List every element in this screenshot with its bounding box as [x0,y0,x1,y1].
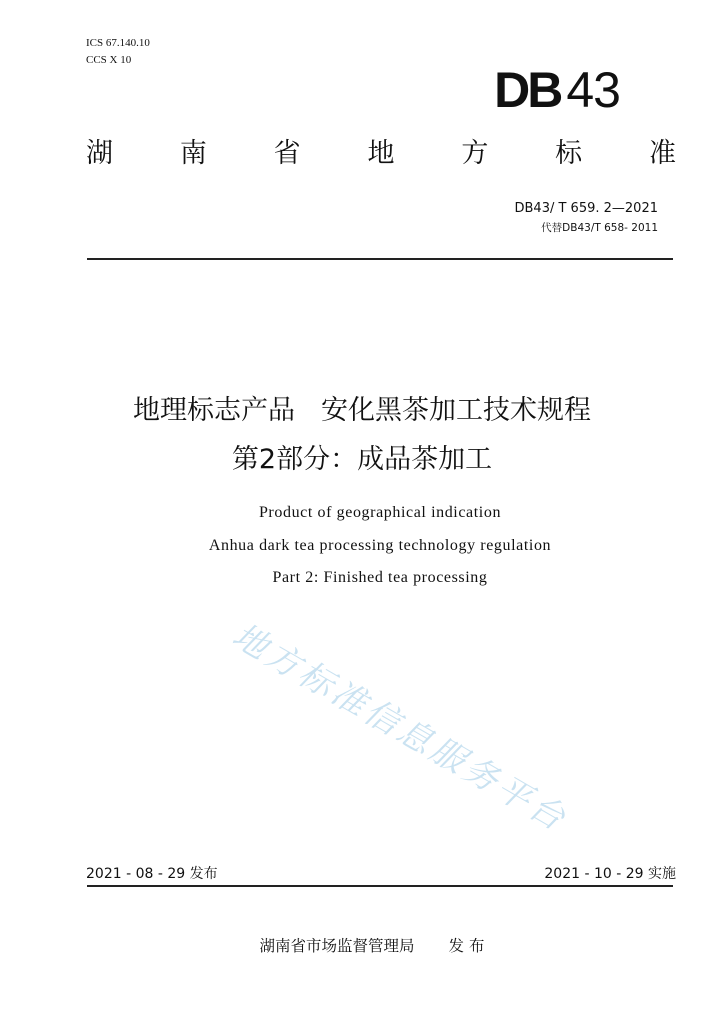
publish-action: 发 布 [448,937,485,955]
standard-type-char: 省 [273,138,301,169]
title-cn-part1: 地理标志产品 [133,395,295,426]
standard-type-heading [86,136,676,172]
standard-type-char: 准 [648,138,676,169]
title-cn-part2: 安化黑茶加工技术规程 [321,395,591,426]
title-cn-line2: 第2部分：成品茶加工 [231,444,493,475]
standard-type-char: 南 [179,138,207,169]
standard-code: DB43/ T 659. 2—2021 [514,201,658,216]
title-en-line1: Product of geographical indication [258,504,502,521]
implementation-date: 2021 - 10 - 29 实施 [544,866,676,882]
watermark: 地方标准信息服务平台 [225,615,575,841]
replaces-code: 代替DB43/T 658- 2011 [541,222,658,234]
issue-date: 2021 - 08 - 29 发布 [86,866,218,882]
standard-type-char: 地 [367,138,395,169]
db-logo-letters: DB [494,62,561,118]
db-logo [494,62,620,118]
top-divider [87,258,673,260]
classification-codes [86,35,150,69]
ccs-code: CCS X 10 [86,54,132,66]
standard-type-char: 标 [555,138,583,169]
title-en-line2: Anhua dark tea processing technology regulation [208,537,552,554]
title-en-line3: Part 2: Finished tea processing [272,569,488,586]
publisher-line [0,936,724,956]
ics-code: ICS 67.140.10 [86,37,150,49]
title-cn-line1 [0,392,724,430]
bottom-divider [87,885,673,887]
standard-type-char: 湖 [86,138,113,169]
standard-type-char: 方 [461,138,489,169]
publisher-name: 湖南省市场监督管理局 [259,937,415,955]
db-logo-number: 43 [566,62,620,118]
